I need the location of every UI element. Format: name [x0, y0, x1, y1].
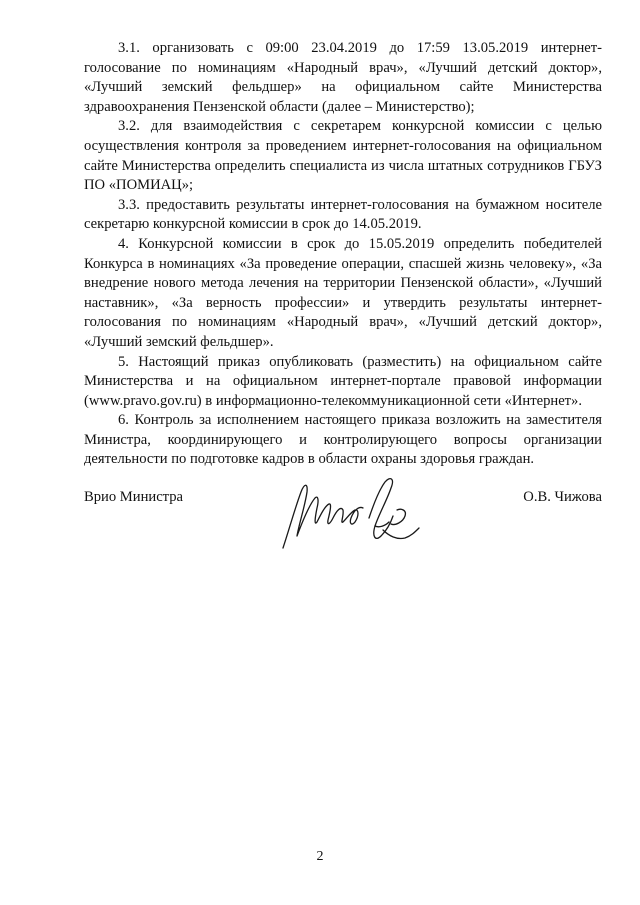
paragraph-4: 4. Конкурсной комиссии в срок до 15.05.2019 определить победителей Конкурса в номинациях «За проведение операции, спасшей жизнь человеку», «За внедрение нового метода лечения на территории Пензенской области», «Лучший наставник», «За верность профессии» и утвердить результаты интернет-голосования по номинациям «Народный врач», «Лучший детский доктор», «Лучший земский фельдшер».: [84, 235, 602, 350]
signatory-name: О.В. Чижова: [523, 489, 602, 505]
paragraph-3-3: 3.3. предоставить результаты интернет-голосования на бумажном носителе секретарю конкурсной комиссии в срок до 14.05.2019.: [84, 196, 602, 233]
paragraph-3-2: 3.2. для взаимодействия с секретарем конкурсной комиссии с целью осуществления контроля за проведением интернет-голосования на официальном сайте Министерства определить специалиста из числа штатных сотрудников ГБУЗ ПО «ПОМИАЦ»;: [84, 118, 602, 194]
document-body: [84, 39, 602, 470]
signatory-position: Врио Министра: [84, 489, 183, 505]
paragraph-6: 6. Контроль за исполнением настоящего приказа возложить на заместителя Министра, координирующего и контролирующего вопросы организации деятельности по подготовке кадров в области охраны здоровья граждан.: [84, 412, 602, 468]
paragraph-5: 5. Настоящий приказ опубликовать (разместить) на официальном сайте Министерства и на официальном интернет-портале правовой информации (www.pravo.gov.ru) в информационно-телекоммуникационной сети «Интернет».: [84, 353, 602, 409]
page-number: 2: [316, 849, 324, 864]
paragraph-3-1: 3.1. организовать с 09:00 23.04.2019 до 17:59 13.05.2019 интернет-голосование по номинациям «Народный врач», «Лучший детский доктор», «Лучший земский фельдшер» на официальном сайте Министерства здравоохранения Пензенской области (далее – Министерство);: [84, 40, 602, 115]
handwritten-signature: [277, 470, 427, 555]
signature-block: [84, 470, 602, 560]
